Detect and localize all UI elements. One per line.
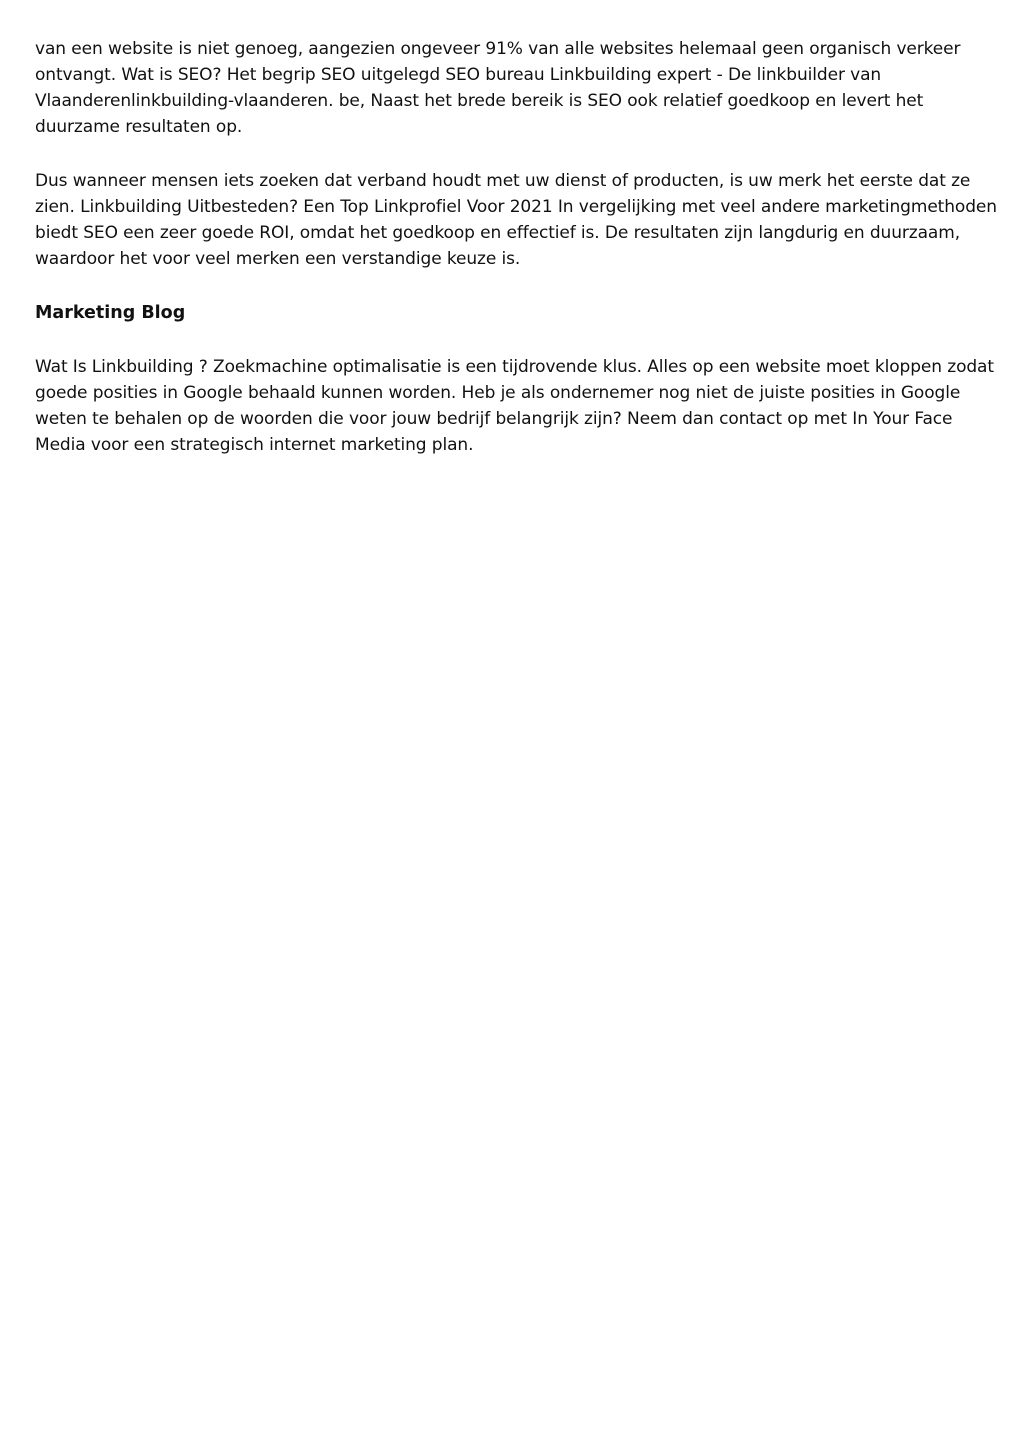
document-body [35,36,995,458]
paragraph-intro [35,36,995,140]
text-line: weten te behalen op de woorden die voor jouw bedrijf belangrijk zijn? Neem dan contact op met In Your Face [35,409,953,429]
text-line: Vlaanderenlinkbuilding-vlaanderen. be, Naast het brede bereik is SEO ook relatief goedkoop en levert het [35,91,924,111]
text-line: ontvangt. Wat is SEO? Het begrip SEO uitgelegd SEO bureau Linkbuilding expert - De linkbuilder van [35,65,882,85]
paragraph-seo-roi [35,168,995,272]
text-line: biedt SEO een zeer goede ROI, omdat het goedkoop en effectief is. De resultaten zijn langdurig en duurzaam, [35,223,960,243]
text-line: Media voor een strategisch internet marketing plan. [35,435,474,455]
text-line: goede posities in Google behaald kunnen worden. Heb je als ondernemer nog niet de juiste posities in Google [35,383,961,403]
paragraph-linkbuilding [35,354,995,458]
text-line: duurzame resultaten op. [35,117,243,137]
text-line: waardoor het voor veel merken een verstandige keuze is. [35,249,521,269]
text-line: Wat Is Linkbuilding ? Zoekmachine optimalisatie is een tijdrovende klus. Alles op een website moet kloppen zodat [35,357,994,377]
section-heading: Marketing Blog [35,303,186,323]
text-line: zien. Linkbuilding Uitbesteden? Een Top Linkprofiel Voor 2021 In vergelijking met veel andere marketingmethoden [35,197,997,217]
text-line: van een website is niet genoeg, aangezien ongeveer 91% van alle websites helemaal geen organisch verkeer [35,39,961,59]
text-line: Dus wanneer mensen iets zoeken dat verband houdt met uw dienst of producten, is uw merk het eerste dat ze [35,171,971,191]
